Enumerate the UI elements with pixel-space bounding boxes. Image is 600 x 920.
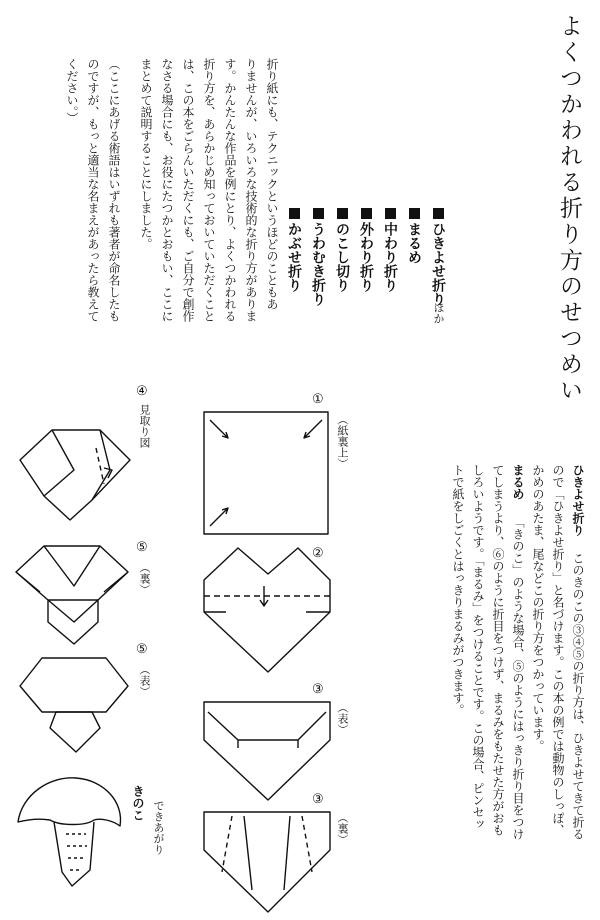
hikiyose-term: ひきよせ折り — [571, 464, 585, 536]
list-item: まるめ — [402, 208, 426, 358]
step4-diagram — [20, 430, 130, 520]
step2-number: ② — [312, 546, 324, 561]
step2-diagram — [204, 548, 330, 672]
mushroom-finished-diagram — [18, 778, 121, 886]
page-title: よくつかわれる折り方のせつめい — [556, 14, 582, 404]
step5a-number: ⑤ — [136, 540, 148, 555]
note-paragraph: （ここにあげる術語はいずれも著者が命名したも のですが、もっと適当な名まえがあったら教えて ください。） — [65, 58, 121, 322]
step5b-number: ⑤ — [136, 642, 148, 657]
step5a-note: （裏） — [138, 562, 151, 595]
list-item: 外わり折り — [354, 208, 378, 358]
step3b-note: （裏） — [336, 812, 349, 845]
list-item: うわむき折り — [306, 208, 330, 358]
step1-number: ① — [312, 392, 324, 407]
step5a-diagram — [16, 546, 128, 644]
intro-paragraph: 折り紙にも、テクニックというほどのこともあ りませんが、いろいろな技術的な折り方がありま す。かんたんな作品を例にとり、よくつかわれる 折り方を、あらかじめ知っておいていただくこと は、この本をごらんいただくにも、ご自分で創作 なさる場合にも、お役にたつかとおもい、ここに まとめて説明することにしました。 — [139, 58, 279, 322]
list-item: ひきよせ折り — [426, 208, 450, 358]
step5b-diagram — [20, 658, 128, 752]
step1-note: （紙裏上） — [336, 414, 349, 469]
step1-diagram — [204, 412, 328, 534]
step3b-number: ③ — [312, 792, 324, 807]
result-name: きのこ — [131, 785, 145, 821]
step4-number: ④ — [136, 384, 148, 399]
list-item: かぶせ折り — [282, 208, 306, 358]
list-item: のこし切り — [330, 208, 354, 358]
list-item: 中わり折り — [378, 208, 402, 358]
result-note: できあがり — [152, 800, 165, 855]
step5b-note: （表） — [138, 664, 151, 697]
marume-term: まるめ — [511, 464, 525, 500]
step4-note: 見取り図 — [138, 404, 151, 448]
step3a-number: ③ — [312, 682, 324, 697]
list-suffix: ほか — [432, 302, 445, 324]
step3a-note: （表） — [336, 702, 349, 735]
explanation-text: ひきよせ折りこのきのこの③④⑤の折り方は、ひきよせてきて折る ので「ひきよせ折り」と名づけます。この本の例では動物のしっぽ、 かめのあたま、尾などこの折り方をつかっています。 まるめ「きのこ」のような場合、⑤のようにはっきり折り目をつけ てしまうより、⑥のように折目をつけず、まるみをもたせた方がおも しろいようです。「まるみ」をつけることです。この場合、ピンセッ トで紙をしごくとはっきりまるみがつきます。 — [451, 464, 585, 840]
step3b-diagram — [204, 812, 330, 912]
step3a-diagram — [204, 702, 330, 800]
